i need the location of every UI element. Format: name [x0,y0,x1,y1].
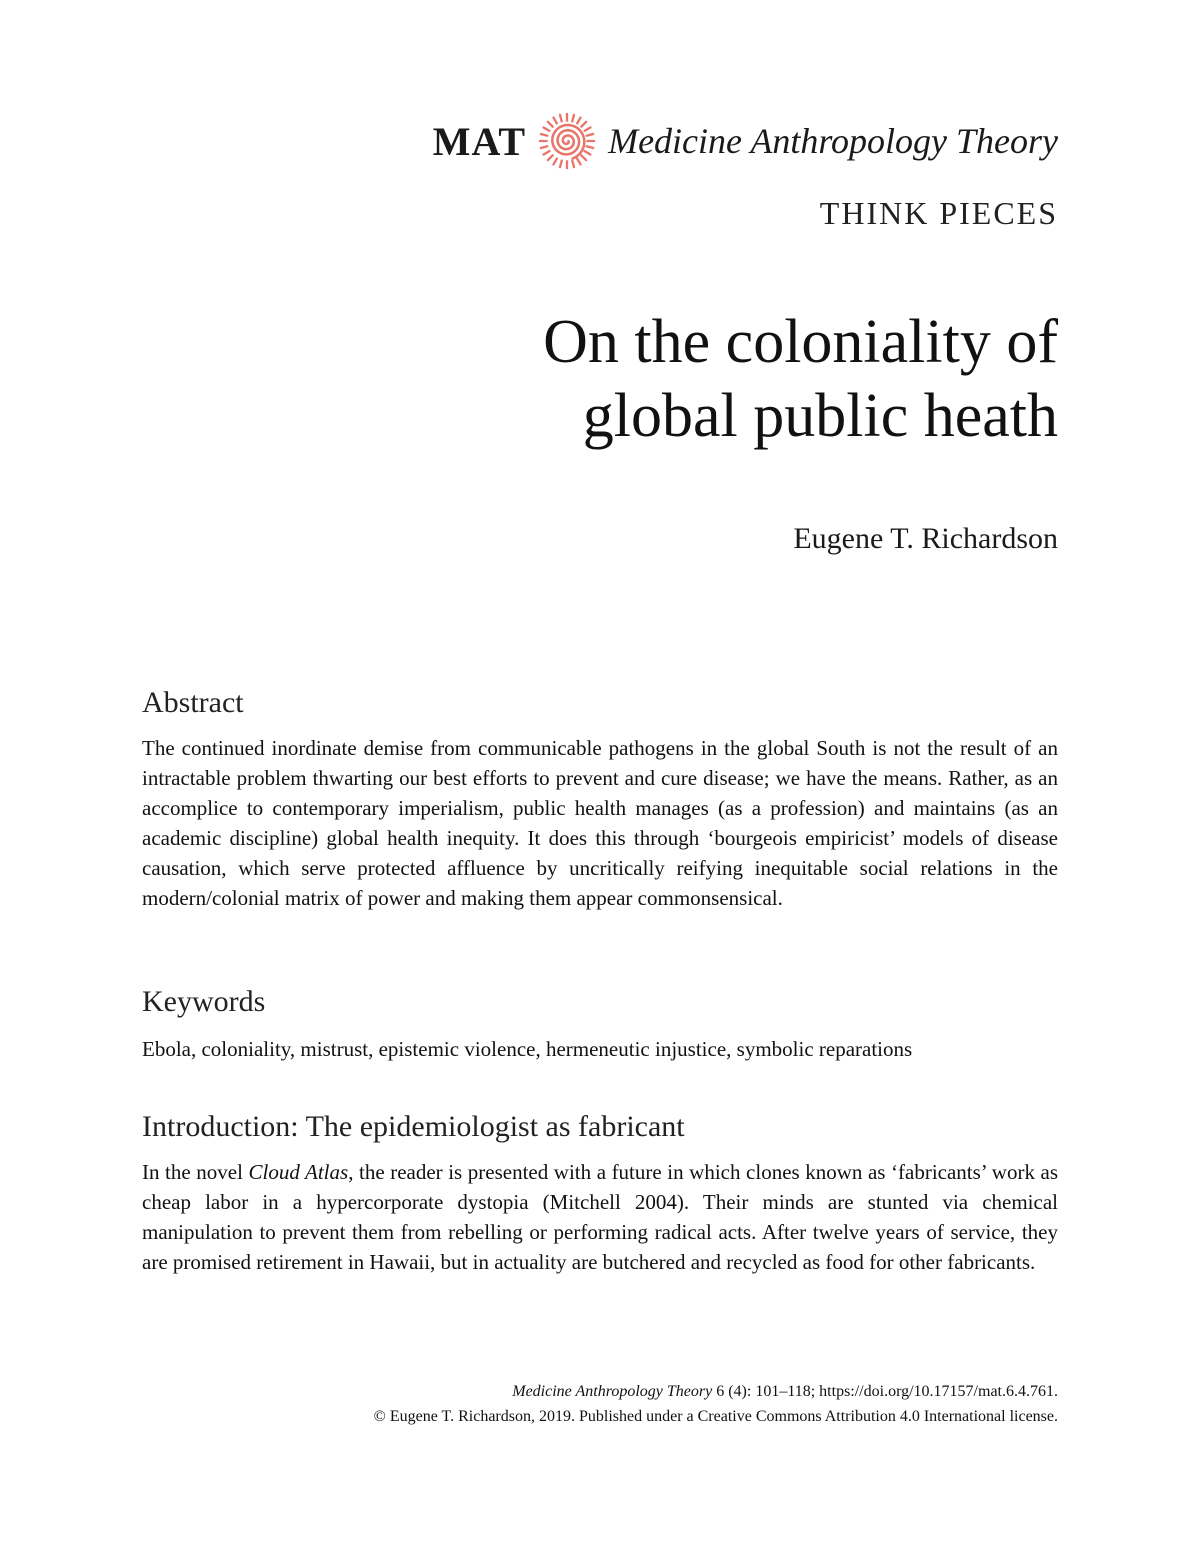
logo-ray [548,155,553,160]
logo-ray [581,122,586,127]
logo-ray [560,115,562,122]
journal-masthead [433,112,1058,170]
section-label: THINK PIECES [819,195,1058,231]
journal-name: Medicine Anthropology Theory [608,121,1058,161]
logo-ray [587,134,594,136]
keywords-heading: Keywords [142,985,266,1018]
journal-acronym: MAT [432,118,527,164]
abstract-text: The continued inordinate demise from communicable pathogens in the global South is not the result of an intractable problem thwarting our best efforts to prevent and cure disease; we have the means. Rather, as an accomplice to contemporary imperialism, public health manages (as a profession) and maintains (as an academic discipline) global health inequity. It does this through ‘bourgeois empiricist’ models of disease causation, which serve protected affluence by uncritically reifying inequitable social relations in the modern/colonial matrix of power and making them appear commonsensical. [142,736,1058,910]
footer-citation: 6 (4): 101–118; https://doi.org/10.17157/mat.6.4.761. [712,1383,1058,1400]
logo-ray [544,151,550,154]
logo-ray [544,127,550,130]
logo-ray [554,118,557,124]
logo-spiral [552,125,584,158]
citation-line [374,1379,1058,1404]
logo-ray [548,122,553,127]
logo-ray [572,115,574,122]
intro-text-start: In the novel [142,1160,249,1184]
logo-ray [560,161,562,168]
introduction-text [142,1157,1058,1277]
logo-ray [585,151,591,154]
article-title-line1: On the coloniality of [543,308,1058,376]
logo-ray [585,127,591,130]
article-title-line2: global public heath [582,382,1058,450]
abstract-heading: Abstract [142,686,244,719]
logo-ray [577,159,580,165]
book-title: Cloud Atlas [248,1160,349,1184]
logo-ray [541,146,548,148]
article-title [358,305,1058,453]
footer-journal-name: Medicine Anthropology Theory [512,1383,713,1400]
citation-footer [374,1379,1058,1429]
logo-ray [541,134,548,136]
license-line: © Eugene T. Richardson, 2019. Published under a Creative Commons Attribution 4.0 International license. [373,1408,1058,1425]
logo-ray [577,118,580,124]
spiral-sun-icon [538,112,596,170]
logo-ray [581,155,586,160]
logo-ray [554,159,557,165]
intro-text-rest: , the reader is presented with a future in which clones known as ‘fabricants’ work as cheap labor in a hypercorporate dystopia (Mitchell 2004). Their minds are stunted via chemical manipulation to prevent them from rebelling or performing radical acts. After twelve years of service, they are promised retirement in Hawaii, but in actuality are butchered and recycled as food for other fabricants. [142,1160,1059,1274]
introduction-heading: Introduction: The epidemiologist as fabricant [142,1110,685,1143]
author-name: Eugene T. Richardson [793,522,1058,555]
logo-ray [572,161,574,168]
keywords-text: Ebola, coloniality, mistrust, epistemic violence, hermeneutic injustice, symbolic reparations [142,1037,913,1061]
logo-ray [587,146,594,148]
